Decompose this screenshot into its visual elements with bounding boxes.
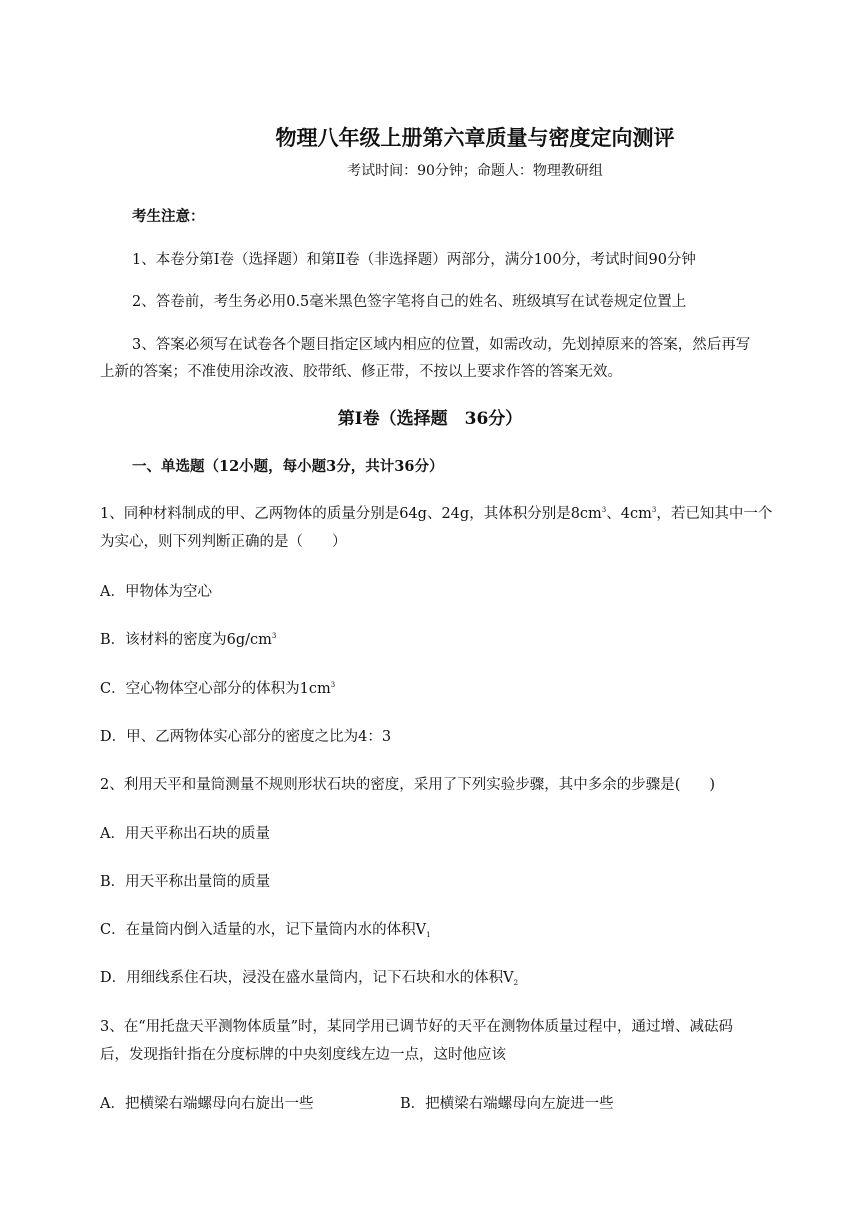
notice-heading: 考生注意：: [132, 208, 205, 225]
superscript: 3: [271, 632, 277, 640]
question-1-option-a: A．甲物体为空心: [100, 584, 212, 600]
question-1-option-c: [100, 677, 335, 698]
subscript: 1: [426, 931, 431, 939]
question-1-stem-c: ，若已知其中一个: [656, 506, 773, 522]
notice-item-2: 2、答卷前，考生务必用0.5毫米黑色签字笔将自己的姓名、班级填写在试卷规定位置上: [132, 294, 687, 310]
question-1-stem-b: 、4cm: [606, 506, 652, 522]
question-1-option-b: [100, 628, 276, 649]
question-1-stem: [100, 502, 772, 523]
superscript: 3: [651, 506, 657, 514]
option-text: C．空心物体空心部分的体积为1cm: [100, 681, 331, 697]
option-text: B．该材料的密度为6g/cm: [100, 632, 272, 648]
option-text: C．在量筒内倒入适量的水，记下量筒内水的体积V: [100, 922, 427, 938]
superscript: 3: [601, 506, 607, 514]
question-2-option-a: A．用天平称出石块的质量: [100, 826, 270, 842]
subscript: 2: [513, 979, 519, 987]
page-title: 物理八年级上册第六章质量与密度定向测评: [275, 125, 675, 150]
question-3-option-a: A．把横梁右端螺母向右旋出一些: [100, 1096, 314, 1112]
question-2-option-b: B．用天平称出量筒的质量: [100, 874, 271, 890]
part-heading: 一、单选题（12小题，每小题3分，共计36分）: [132, 458, 444, 475]
superscript: 3: [330, 681, 336, 689]
question-1-option-d: D．甲、乙两物体实心部分的密度之比为4：3: [100, 729, 392, 745]
question-2-stem: 2、利用天平和量筒测量不规则形状石块的密度，采用了下列实验步骤，其中多余的步骤是( ): [100, 777, 716, 793]
question-3-option-b: B．把横梁右端螺母向左旋进一些: [400, 1096, 614, 1112]
notice-item-3-cont: 上新的答案；不准使用涂改液、胶带纸、修正带，不按以上要求作答的答案无效。: [100, 364, 622, 380]
notice-item-3: 3、答案必须写在试卷各个题目指定区域内相应的位置，如需改动，先划掉原来的答案，然后再写: [132, 337, 751, 353]
question-1-stem-a: 1、同种材料制成的甲、乙两物体的质量分别是64g、24g，其体积分别是8cm: [100, 506, 602, 522]
section-title: 第Ⅰ卷（选择题 36分）: [337, 409, 523, 429]
question-2-option-c: [100, 918, 431, 939]
question-3-stem-line2: 后，发现指针指在分度标牌的中央刻度线左边一点，这时他应该: [100, 1047, 506, 1063]
exam-subtitle: 考试时间：90分钟；命题人：物理教研组: [347, 163, 603, 179]
option-text: D．用细线系住石块，浸没在盛水量筒内，记下石块和水的体积V: [100, 970, 514, 986]
notice-item-1: 1、本卷分第Ⅰ卷（选择题）和第Ⅱ卷（非选择题）两部分，满分100分，考试时间90分钟: [132, 252, 696, 268]
question-3-stem: 3、在“用托盘天平测物体质量”时，某同学用已调节好的天平在测物体质量过程中，通过增、减砝码: [100, 1019, 734, 1035]
question-1-stem-line2: 为实心，则下列判断正确的是（ ）: [100, 534, 347, 550]
question-2-option-d: [100, 966, 518, 987]
